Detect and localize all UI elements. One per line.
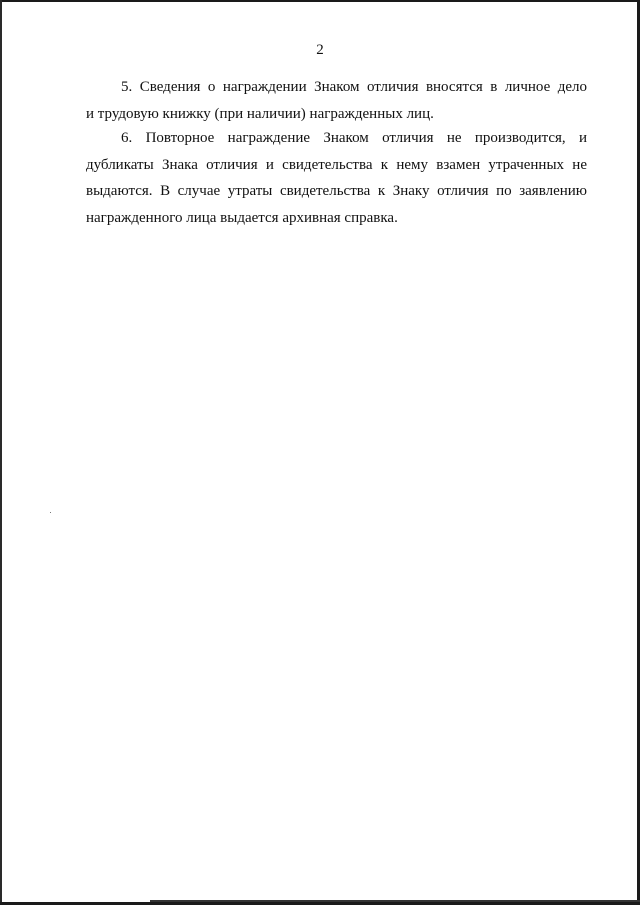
scan-edge-bottom-shadow [150,900,640,902]
page-number: 2 [316,42,324,58]
paragraph-5 [86,74,587,127]
scan-edge-left [0,0,2,905]
paragraph-line: награжденного лица выдается архивная справка. [86,209,398,226]
paragraph-line: дубликаты Знака отличия и свидетельства к нему взамен утраченных не [86,156,587,173]
paragraph-line: 5. Сведения о награждении Знаком отличия вносятся в личное дело [121,79,587,95]
paragraph-6 [86,125,587,231]
scan-speck [50,512,51,513]
paragraph-line: и трудовую книжку (при наличии) награжденных лиц. [86,105,434,122]
paragraph-line: выдаются. В случае утраты свидетельства к Знаку отличия по заявлению [86,183,587,199]
scan-edge-top [0,0,640,2]
paragraph-line: 6. Повторное награждение Знаком отличия не производится, и [121,130,587,146]
